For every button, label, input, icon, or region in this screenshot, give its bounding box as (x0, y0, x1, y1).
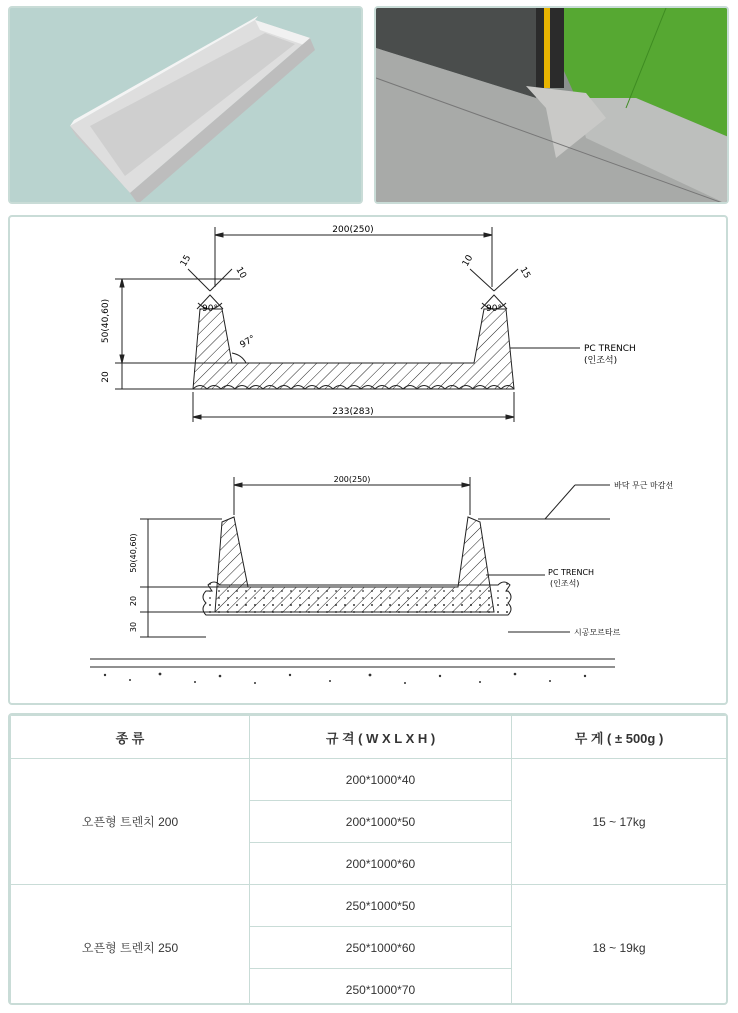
d2-wall-height: 50(40,60) (129, 533, 138, 573)
table-row (11, 759, 727, 801)
d2-base-height: 20 (129, 595, 138, 607)
d1-base-height: 20 (101, 371, 111, 383)
trench-installation-section (90, 477, 615, 667)
d2-inner-width: 200(250) (333, 475, 371, 484)
d2-mortar-label: 시공모르타르 (574, 628, 621, 637)
d2-trench-label: PC TRENCH (548, 568, 595, 577)
table-header-row (11, 716, 727, 759)
d1-angle-inner: 97° (238, 333, 258, 351)
d1-trench-label: PC TRENCH (584, 344, 636, 354)
d2-mortar-height: 30 (129, 621, 138, 633)
d2-floor-label: 바닥 무근 마감선 (614, 481, 674, 490)
size-cell: 250*1000*60 (250, 927, 512, 969)
d1-outer-width: 233(283) (332, 407, 374, 417)
installed-trench-image (376, 8, 729, 204)
header-type: 종 류 (11, 716, 250, 759)
header-weight: 무 게 ( ± 500g ) (512, 716, 727, 759)
d1-chamfer-left-b: 10 (233, 265, 248, 281)
d1-wall-height: 50(40,60) (101, 298, 111, 344)
table-row (11, 885, 727, 927)
d1-chamfer-right-b: 15 (517, 265, 532, 281)
section-diagram (8, 215, 728, 705)
diagram-canvas (10, 217, 726, 703)
d1-angle-left: 90° (202, 304, 218, 314)
size-cell: 250*1000*70 (250, 969, 512, 1006)
size-cell: 200*1000*40 (250, 759, 512, 801)
gravel-ground (104, 673, 586, 684)
d1-angle-right: 90° (486, 304, 502, 314)
product-photo (8, 6, 363, 204)
size-cell: 200*1000*60 (250, 843, 512, 885)
type-cell: 오픈형 트렌치 200 (11, 759, 250, 885)
d1-trench-sublabel: (인조석) (584, 356, 618, 366)
installation-photo (374, 6, 729, 204)
d1-chamfer-right-a: 10 (460, 253, 476, 269)
weight-cell: 18 ~ 19kg (512, 885, 727, 1006)
d1-chamfer-left-a: 15 (178, 253, 194, 269)
header-size: 규 격 ( W X L X H ) (250, 716, 512, 759)
spec-table (10, 715, 727, 1005)
d1-inner-width: 200(250) (332, 225, 374, 235)
spec-table-panel (8, 713, 728, 1005)
size-cell: 250*1000*50 (250, 885, 512, 927)
trench-product-image (10, 8, 363, 204)
weight-cell: 15 ~ 17kg (512, 759, 727, 885)
type-cell: 오픈형 트렌치 250 (11, 885, 250, 1006)
d2-trench-sublabel: (인조석) (550, 579, 580, 588)
size-cell: 200*1000*50 (250, 801, 512, 843)
